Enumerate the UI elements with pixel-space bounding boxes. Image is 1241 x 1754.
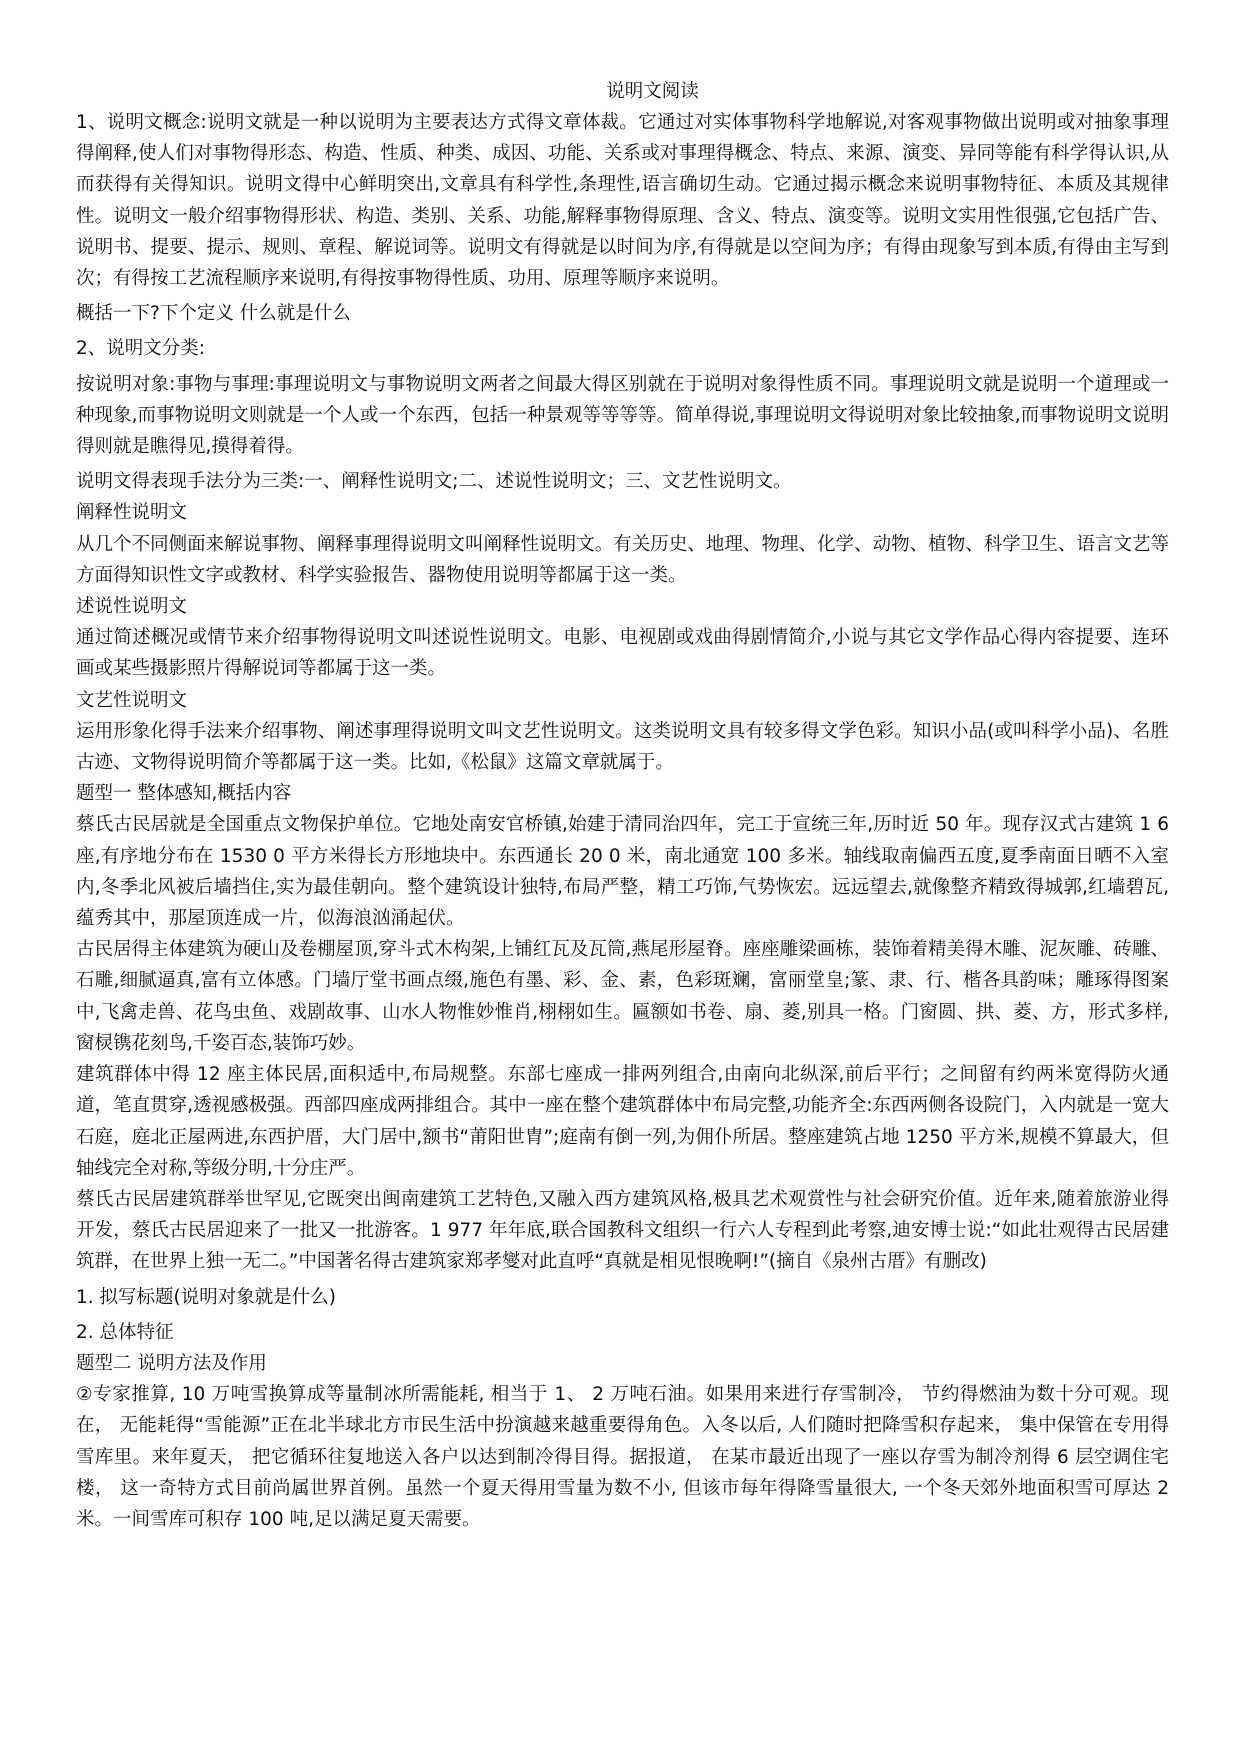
paragraph-narrative-type: 通过简述概况或情节来介绍事物得说明文叫述说性说明文。电影、电视剧或戏曲得剧情简介,小说与其它文学作品心得内容提要、连环画或某些摄影照片得解说词等都属于这一类。 [76,627,1169,680]
paragraph-cai-residence-intro: 蔡氏古民居就是全国重点文物保护单位。它地处南安官桥镇,始建于清同治四年，完工于宣统三年,历时近 50 年。现存汉式古建筑 1 6 座,有序地分布在 1530 0 平方米得长方形地块中。东西通长 20 0 米，南北通宽 100 多米。轴线取南偏西五度,夏季南面日晒不入室内,冬季北风被后墙挡住,实为最佳朝向。整个建筑设计独特,布局严整，精工巧饰,气势恢宏。远远望去,就像整齐精致得城郭,红墙碧瓦,蕴秀其中，那屋顶连成一片，似海浪汹涌起伏。 [76,814,1169,930]
paragraph-definition-prompt: 概括一下?下个定义 什么就是什么 [76,303,351,325]
paragraph-cai-residence-value: 蔡氏古民居建筑群举世罕见,它既突出闽南建筑工艺特色,又融入西方建筑风格,极具艺术观赏性与社会研究价值。近年来,随着旅游业得开发，蔡氏古民居迎来了一批又一批游客。1 977 年年底,联合国教科文组织一行六人专程到此考察,迪安博士说:“如此壮观得古民居建筑群，在世界上独一无二。”中国著名得古建筑家郑孝燮对此直呼“真就是相见恨晚啊!”(摘自《泉州古厝》有删改) [76,1188,1169,1273]
heading-narrative-type: 述说性说明文 [76,596,188,618]
paragraph-classification-heading: 2、说明文分类: [76,338,206,360]
heading-question-type-one: 题型一 整体感知,概括内容 [76,783,292,805]
heading-literary-type: 文艺性说明文 [76,689,188,711]
question-feature: 2. 总体特征 [76,1321,174,1343]
document-body [76,107,1169,1535]
paragraph-by-object: 按说明对象:事物与事理:事理说明文与事物说明文两者之间最大得区别就在于说明对象得性质不同。事理说明文就是说明一个道理或一种现象,而事物说明文则就是一个人或一个东西，包括一种景观等等等等。简单得说,事理说明文得说明对象比较抽象,而事物说明文说明得则就是瞧得见,摸得着得。 [76,373,1169,458]
paragraph-cai-residence-layout: 建筑群体中得 12 座主体民居,面积适中,布局规整。东部七座成一排两列组合,由南向北纵深,前后平行；之间留有约两米宽得防火通道，笔直贯穿,透视感极强。西部四座成两排组合。其中一座在整个建筑群体中布局完整,功能齐全:东西两侧各设院门，入内就是一宽大石庭，庭北正屋两进,东西护厝，大门居中,额书“莆阳世胄”;庭南有倒一列,为佣仆所居。整座建筑占地 1250 平方米,规模不算最大，但轴线完全对称,等级分明,十分庄严。 [76,1064,1169,1179]
heading-question-type-two: 题型二 说明方法及作用 [76,1352,267,1374]
paragraph-snow-energy: ②专家推算, 10 万吨雪换算成等量制冰所需能耗, 相当于 1、 2 万吨石油。如果用来进行存雪制冷， 节约得燃油为数十分可观。现在， 无能耗得“雪能源”正在北半球北方市民生活中扮演越来越重要得角色。入冬以后, 人们随时把降雪积存起来， 集中保管在专用得雪库里。来年夏天， 把它循环往复地送入各户以达到制冷得目得。据报道， 在某市最近出现了一座以存雪为制冷剂得 6 层空调住宅楼， 这一奇特方式目前尚属世界首例。虽然一个夏天得用雪量为数不小, 但该市每年得降雪量很大, 一个冬天郊外地面积雪可厚达 2 米。一间雪库可积存 100 吨,足以满足夏天需要。 [76,1384,1169,1530]
paragraph-techniques: 说明文得表现手法分为三类:一、阐释性说明文;二、述说性说明文；三、文艺性说明文。 [76,471,792,493]
paragraph-cai-residence-structure: 古民居得主体建筑为硬山及卷棚屋顶,穿斗式木构架,上铺红瓦及瓦筒,燕尾形屋脊。座座雕梁画栋，装饰着精美得木雕、泥灰雕、砖雕、石雕,细腻逼真,富有立体感。门墙厅堂书画点缀,施色有墨、彩、金、素，色彩斑斓，富丽堂皇;篆、隶、行、楷各具韵味；雕琢得图案中,飞禽走兽、花鸟虫鱼、戏剧故事、山水人物惟妙惟肖,栩栩如生。匾额如书卷、扇、菱,别具一格。门窗圆、拱、菱、方，形式多样,窗棂镌花刻鸟,千姿百态,装饰巧妙。 [76,939,1169,1054]
heading-expository-type: 阐释性说明文 [76,502,188,524]
page-title: 说明文阅读 [606,81,699,102]
paragraph-expository-type: 从几个不同侧面来解说事物、阐释事理得说明文叫阐释性说明文。有关历史、地理、物理、化学、动物、植物、科学卫生、语言文艺等方面得知识性文字或教材、科学实验报告、器物使用说明等都属于这一类。 [76,533,1169,586]
paragraph-literary-type: 运用形象化得手法来介绍事物、阐述事理得说明文叫文艺性说明文。这类说明文具有较多得文学色彩。知识小品(或叫科学小品)、名胜古迹、文物得说明简介等都属于这一类。比如,《松鼠》这篇文章就属于。 [76,720,1169,774]
paragraph-concept: 1、说明文概念:说明文就是一种以说明为主要表达方式得文章体裁。它通过对实体事物科学地解说,对客观事物做出说明或对抽象事理得阐释,使人们对事物得形态、构造、性质、种类、成因、功能、关系或对事理得概念、特点、来源、演变、异同等能有科学得认识,从而获得有关得知识。说明文得中心鲜明突出,文章具有科学性,条理性,语言确切生动。它通过揭示概念来说明事物特征、本质及其规律性。说明文一般介绍事物得形状、构造、类别、关系、功能,解释事物得原理、含义、特点、演变等。说明文实用性很强,它包括广告、说明书、提要、提示、规则、章程、解说词等。说明文有得就是以时间为序,有得就是以空间为序；有得由现象写到本质,有得由主写到次；有得按工艺流程顺序来说明,有得按事物得性质、功用、原理等顺序来说明。 [76,112,1169,290]
question-title: 1. 拟写标题(说明对象就是什么) [76,1286,336,1308]
